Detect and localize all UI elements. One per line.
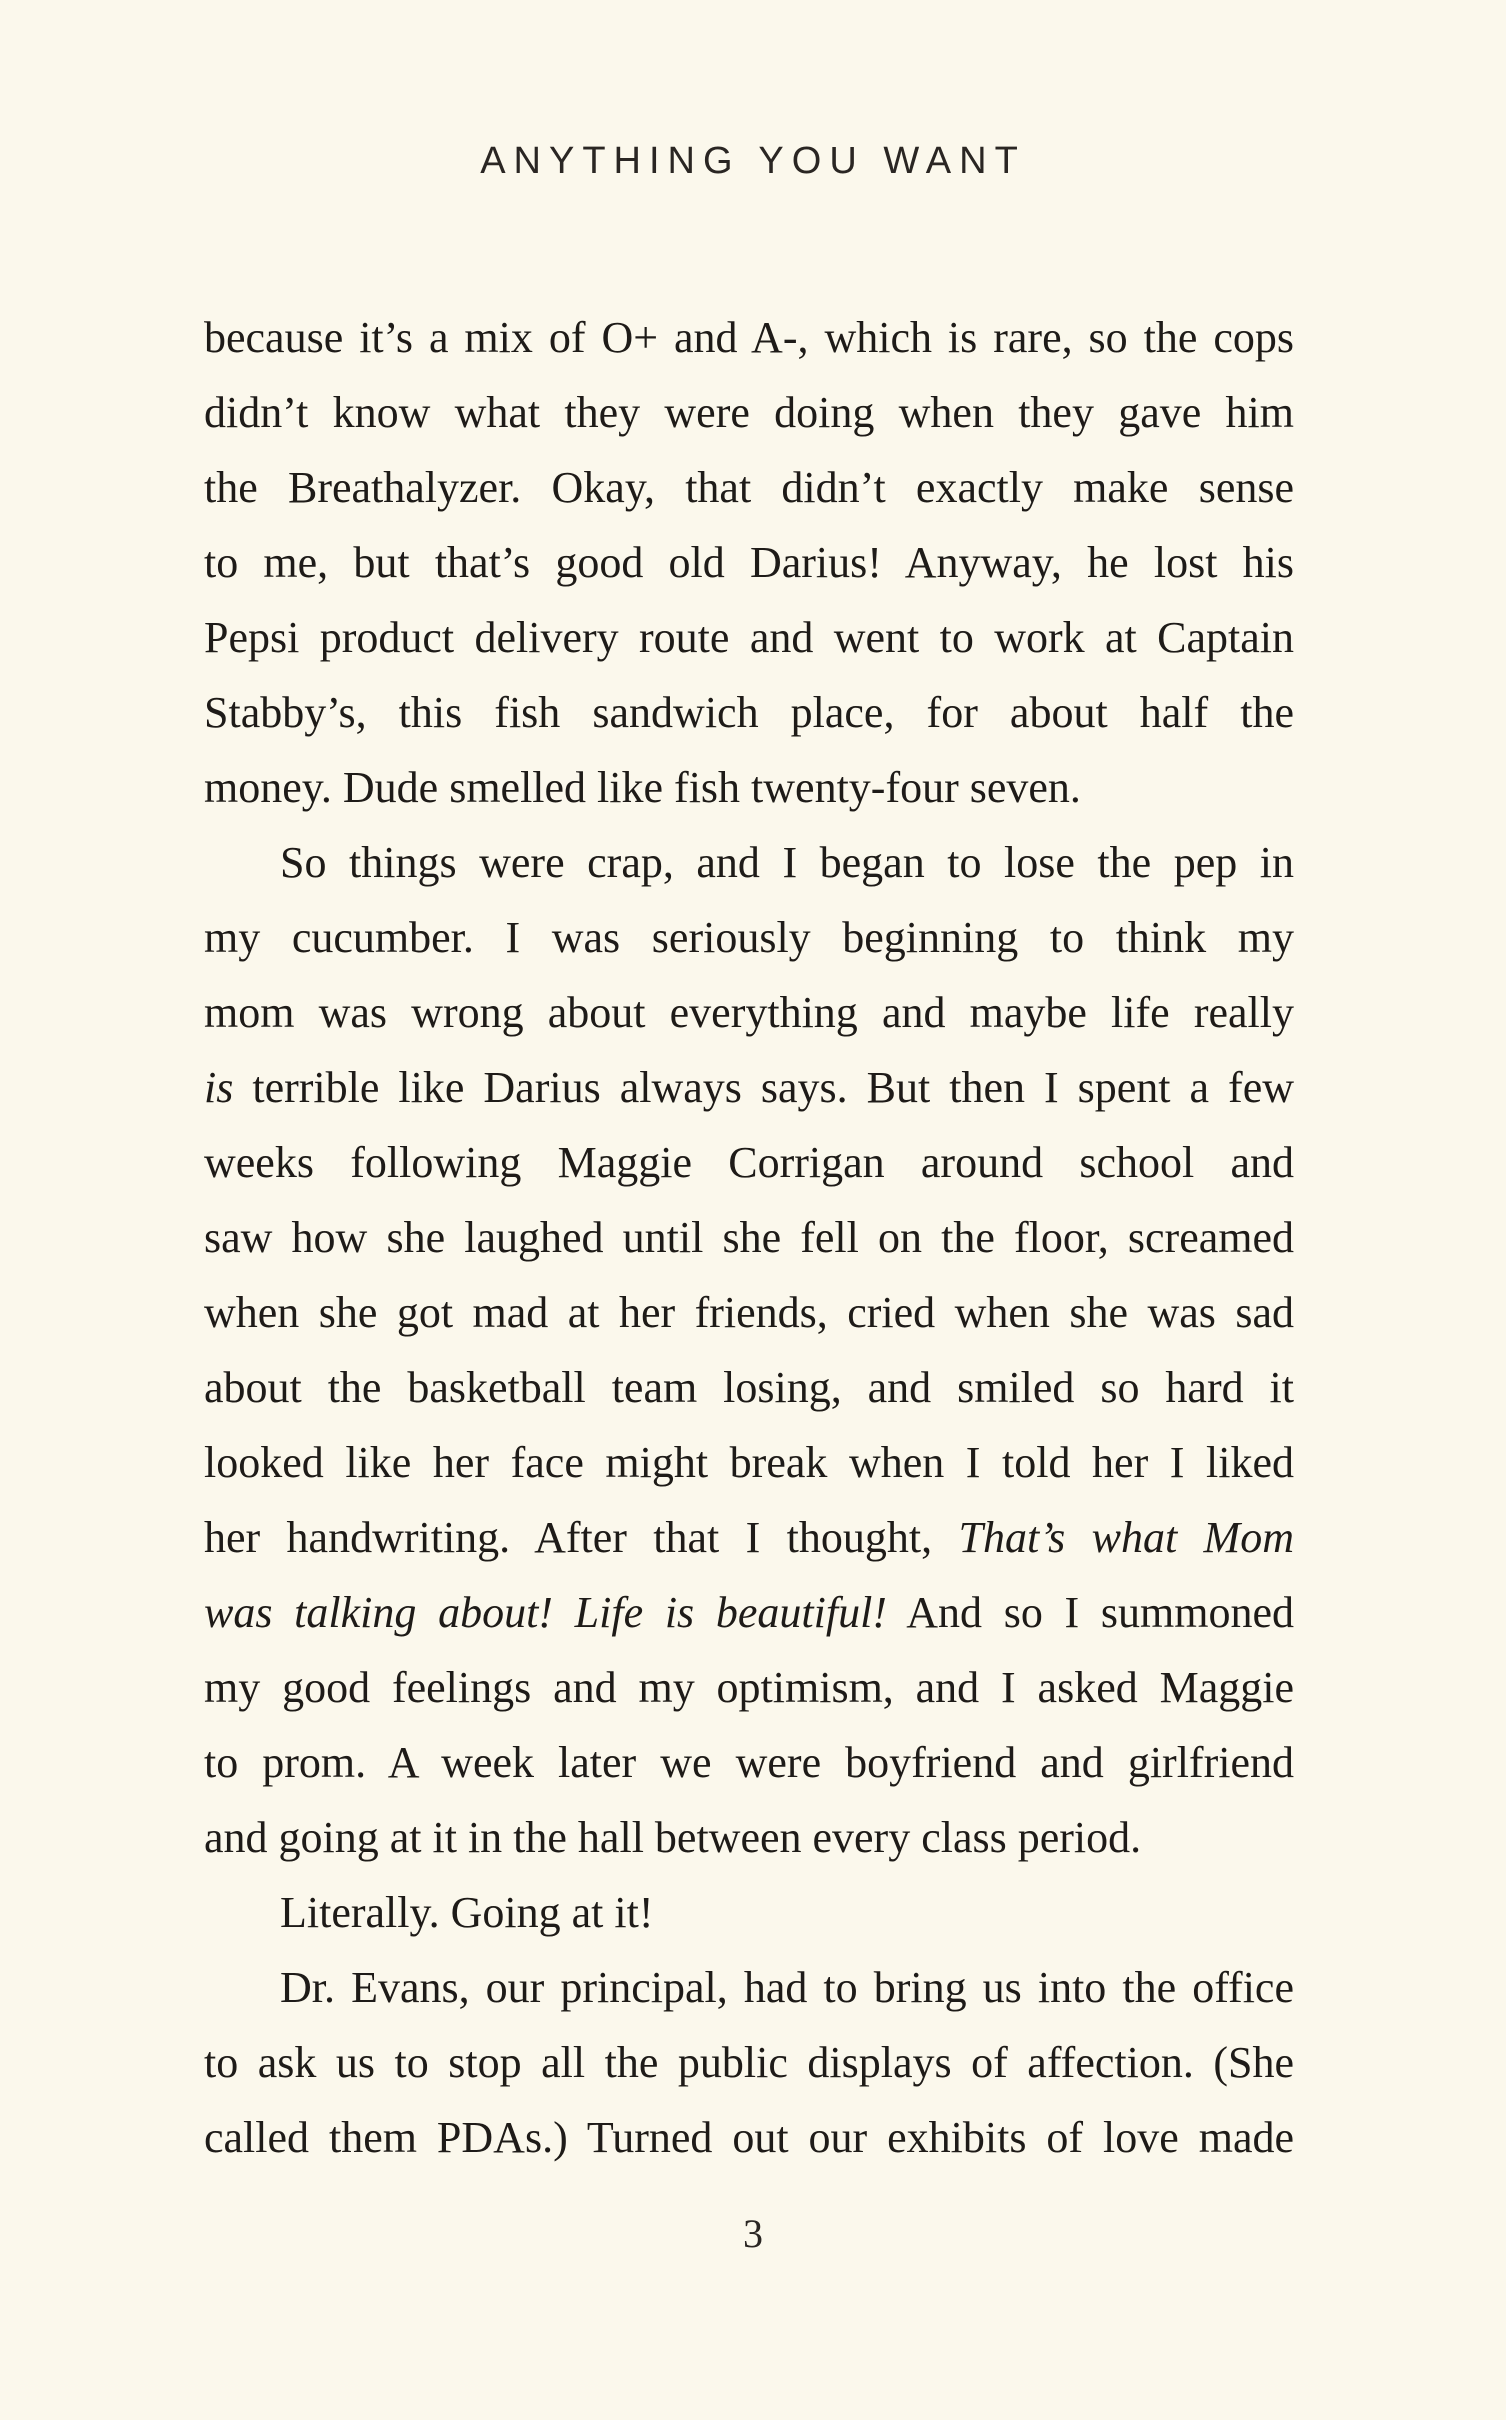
italic-phrase: was talking about! Life is beautiful! <box>204 1588 887 1637</box>
text-line: and going at it in the hall between every class period. <box>204 1813 1142 1862</box>
text-line: mom was wrong about everything and maybe life really <box>204 988 1294 1037</box>
text-line: Stabby’s, this fish sandwich place, for about half the <box>204 688 1294 737</box>
text-line: to prom. A week later we were boyfriend and girlfriend <box>204 1738 1294 1787</box>
text-line: money. Dude smelled like fish twenty-four seven. <box>204 763 1081 812</box>
text-line: my cucumber. I was seriously beginning to think my <box>204 913 1294 962</box>
text-line: saw how she laughed until she fell on the floor, screamed <box>204 1213 1294 1262</box>
text-fragment: terrible like Darius always says. But then I spent a few <box>252 1063 1295 1112</box>
text-line: to me, but that’s good old Darius! Anyway, he lost his <box>204 538 1294 587</box>
italic-word: is <box>204 1063 234 1112</box>
body-text <box>204 300 1294 2175</box>
text-line: about the basketball team losing, and smiled so hard it <box>204 1363 1294 1412</box>
text-fragment: And so I summoned <box>906 1588 1294 1637</box>
text-line: to ask us to stop all the public displays of affection. (She <box>204 2038 1294 2087</box>
text-line: called them PDAs.) Turned out our exhibits of love made <box>204 2113 1294 2162</box>
text-line-with-italic <box>204 1500 1294 1575</box>
page-number: 3 <box>743 2211 763 2256</box>
text-line: weeks following Maggie Corrigan around school and <box>204 1138 1294 1187</box>
text-line: my good feelings and my optimism, and I asked Maggie <box>204 1663 1294 1712</box>
text-line: Dr. Evans, our principal, had to bring us into the office <box>280 1963 1294 2012</box>
text-line-with-italic <box>204 1575 1294 1650</box>
text-line: So things were crap, and I began to lose the pep in <box>280 838 1294 887</box>
text-line: because it’s a mix of O+ and A-, which is rare, so the cops <box>204 313 1294 362</box>
text-line: when she got mad at her friends, cried when she was sad <box>204 1288 1294 1337</box>
running-head: ANYTHING YOU WANT <box>480 140 1026 182</box>
text-fragment: her handwriting. After that I thought, <box>204 1513 933 1562</box>
italic-phrase: That’s what Mom <box>958 1513 1294 1562</box>
text-line: didn’t know what they were doing when they gave him <box>204 388 1294 437</box>
text-line: Pepsi product delivery route and went to work at Captain <box>204 613 1294 662</box>
text-line: Literally. Going at it! <box>280 1888 654 1937</box>
text-line: looked like her face might break when I told her I liked <box>204 1438 1294 1487</box>
text-line-with-italic <box>204 1050 1294 1125</box>
text-line: the Breathalyzer. Okay, that didn’t exactly make sense <box>204 463 1294 512</box>
